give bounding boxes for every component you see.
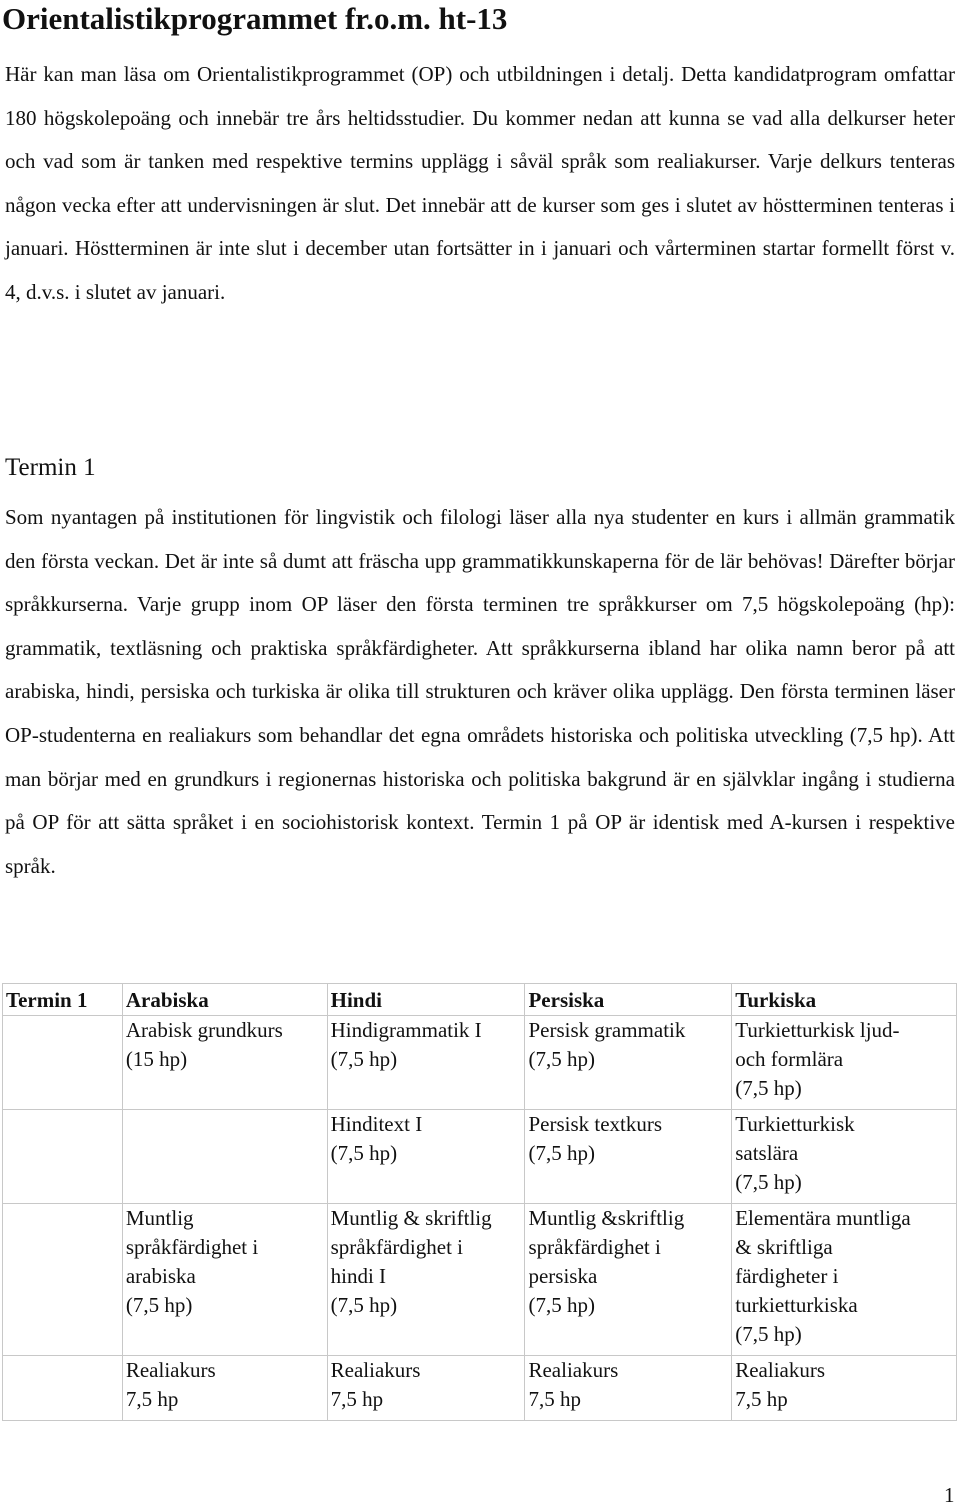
- table-cell-termin: [3, 1110, 123, 1204]
- cell-line: Hinditext I: [330, 1112, 423, 1136]
- cell-line: 7,5 hp: [735, 1387, 788, 1411]
- header-persiska: Persiska: [525, 984, 732, 1016]
- cell-line: (7,5 hp): [330, 1141, 398, 1165]
- table-row: [3, 1204, 957, 1356]
- cell-line: Muntlig & skriftlig: [330, 1206, 492, 1230]
- cell-line: Realiakurs: [330, 1358, 421, 1382]
- table-cell-persiska: [525, 1356, 732, 1421]
- cell-line: Muntlig: [125, 1206, 194, 1230]
- cell-line: Realiakurs: [125, 1358, 216, 1382]
- table-cell-turkiska: [732, 1110, 957, 1204]
- cell-line: persiska: [528, 1264, 598, 1288]
- table-cell-arabiska: [122, 1356, 327, 1421]
- cell-line: 7,5 hp: [330, 1387, 384, 1411]
- table-cell-turkiska: [732, 1016, 957, 1110]
- cell-line: arabiska: [125, 1264, 196, 1288]
- cell-line: färdigheter i: [735, 1264, 839, 1288]
- table-cell-hindi: [327, 1110, 525, 1204]
- intro-paragraph: Här kan man läsa om Orientalistikprogrammet (OP) och utbildningen i detalj. Detta kandidatprogram omfattar 180 högskolepoäng och innebär tre års heltidsstudier. Du kommer nedan att kunna se vad alla delkurser heter och vad som är tanken med respektive termins upplägg i såväl språk som realiakurser. Varje delkurs tenteras någon vecka efter att undervisningen är slut. Det innebär att de kurser som ges i slutet av höstterminen tenteras i januari. Höstterminen är inte slut i december utan fortsätter in i januari och vårterminen startar formellt först v. 4, d.v.s. i slutet av januari.: [5, 62, 955, 304]
- cell-line: Hindigrammatik I: [330, 1018, 482, 1042]
- cell-line: Persisk textkurs: [528, 1112, 663, 1136]
- header-arabiska: Arabiska: [122, 984, 327, 1016]
- cell-line: (7,5 hp): [528, 1141, 595, 1165]
- table-cell-termin: [3, 1356, 123, 1421]
- cell-line: (7,5 hp): [125, 1293, 193, 1317]
- cell-line: turkietturkiska: [735, 1293, 858, 1317]
- cell-line: språkfärdighet i: [330, 1235, 463, 1259]
- cell-line: (7,5 hp): [528, 1293, 595, 1317]
- cell-line: (7,5 hp): [528, 1047, 595, 1071]
- cell-line: (7,5 hp): [735, 1076, 802, 1100]
- section-heading-termin-1: Termin 1: [5, 454, 96, 481]
- table-cell-turkiska: [732, 1204, 957, 1356]
- cell-line: (7,5 hp): [735, 1322, 802, 1346]
- table-cell-turkiska: [732, 1356, 957, 1421]
- cell-line: & skriftliga: [735, 1235, 833, 1259]
- page-number: 1: [944, 1483, 955, 1507]
- document-title: Orientalistikprogrammet fr.o.m. ht-13: [2, 1, 508, 36]
- table-cell-persiska: [525, 1016, 732, 1110]
- cell-line: Muntlig &skriftlig: [528, 1206, 685, 1230]
- cell-line: Elementära muntliga: [735, 1206, 911, 1230]
- cell-line: (7,5 hp): [735, 1170, 802, 1194]
- table-cell-arabiska: [122, 1110, 327, 1204]
- cell-line: Arabisk grundkurs: [125, 1018, 283, 1042]
- cell-line: Persisk grammatik: [528, 1018, 686, 1042]
- cell-line: satslära: [735, 1141, 799, 1165]
- cell-line: språkfärdighet i: [528, 1235, 661, 1259]
- table-cell-persiska: [525, 1204, 732, 1356]
- cell-line: språkfärdighet i: [125, 1235, 259, 1259]
- table-row: [3, 1356, 957, 1421]
- table-cell-hindi: [327, 1356, 525, 1421]
- cell-line: 7,5 hp: [528, 1387, 581, 1411]
- table-cell-arabiska: [122, 1204, 327, 1356]
- table-cell-termin: [3, 1016, 123, 1110]
- table-cell-termin: [3, 1204, 123, 1356]
- cell-line: hindi I: [330, 1264, 387, 1288]
- header-hindi: Hindi: [327, 984, 525, 1016]
- table-cell-persiska: [525, 1110, 732, 1204]
- cell-line: 7,5 hp: [125, 1387, 179, 1411]
- cell-line: och formlära: [735, 1047, 844, 1071]
- table-cell-hindi: [327, 1016, 525, 1110]
- header-termin: Termin 1: [3, 984, 123, 1016]
- cell-line: (15 hp): [125, 1047, 188, 1071]
- table-header-row: [3, 984, 957, 1016]
- termin-1-paragraph: Som nyantagen på institutionen för lingvistik och filologi läser alla nya studenter en kurs i allmän grammatik den första veckan. Det är inte så dumt att fräscha upp grammatikkunskaperna för de lär behövas! Därefter börjar språkkurserna. Varje grupp inom OP läser den första terminen tre språkkurser om 7,5 högskolepoäng (hp): grammatik, textläsning och praktiska språkfärdigheter. Att språkkurserna ibland har olika namn beror på att arabiska, hindi, persiska och turkiska är olika till strukturen och kräver olika upplägg. Den första terminen läser OP-studenterna en realiakurs som behandlar det egna områdets historiska och politiska utveckling (7,5 hp). Att man börjar med en grundkurs i regionernas historiska och politiska bakgrund är en självklar ingång i studierna på OP för att sätta språket i en sociohistorisk kontext. Termin 1 på OP är identisk med A-kursen i respektive språk.: [5, 505, 955, 878]
- cell-line: Turkietturkisk: [735, 1112, 855, 1136]
- header-turkiska: Turkiska: [732, 984, 957, 1016]
- cell-line: (7,5 hp): [330, 1047, 398, 1071]
- cell-line: (7,5 hp): [330, 1293, 398, 1317]
- cell-line: Realiakurs: [528, 1358, 619, 1382]
- table-cell-hindi: [327, 1204, 525, 1356]
- table-row: [3, 1016, 957, 1110]
- cell-line: Turkietturkisk ljud-: [735, 1018, 900, 1042]
- table-row: [3, 1110, 957, 1204]
- cell-line: Realiakurs: [735, 1358, 826, 1382]
- course-table: [2, 983, 957, 1421]
- table-cell-arabiska: [122, 1016, 327, 1110]
